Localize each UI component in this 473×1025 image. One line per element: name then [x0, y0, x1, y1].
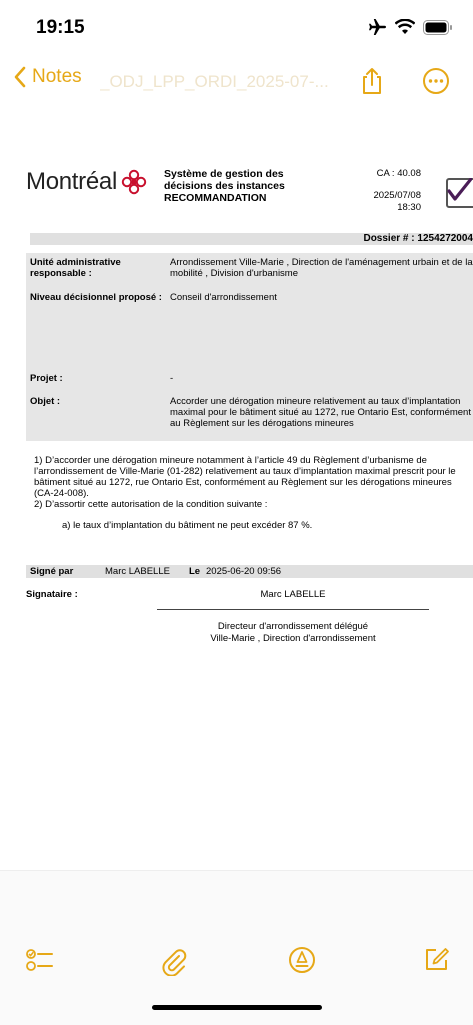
compose-button[interactable]	[422, 946, 450, 979]
recommendation-text	[34, 455, 470, 510]
compose-icon	[422, 946, 450, 974]
signed-by-name: Marc LABELLE	[105, 566, 170, 577]
checklist-button[interactable]	[26, 946, 54, 979]
field-label: Projet :	[30, 373, 63, 384]
montreal-rosette-icon	[121, 169, 147, 195]
pdf-document[interactable]	[0, 106, 473, 870]
back-button[interactable]	[14, 66, 82, 88]
condition-text: a) le taux d’implantation du bâtiment ne peut excéder 87 %.	[62, 520, 313, 531]
paragraph: 1) D’accorder une dérogation mineure notamment à l’article 49 du Règlement d’urbanisme de l’arrondissement de Ville-Marie (01-282) relativement au taux d’implantation maximal prescrit pour le bâtiment situé au 1272, rue Ontario Est, conformément au Règlement sur les dérogations mineures (CA-24-008).	[34, 455, 456, 499]
signature-line	[157, 609, 429, 610]
document-time: 18:30	[397, 202, 421, 213]
paperclip-icon	[159, 946, 187, 976]
system-title-line: Système de gestion des	[164, 168, 284, 180]
signed-bar	[26, 565, 473, 578]
dossier-number: Dossier # : 1254272004	[363, 233, 473, 244]
share-button[interactable]	[358, 66, 386, 101]
signataire-title-line: Directeur d'arrondissement délégué	[217, 621, 369, 632]
bottom-toolbar	[0, 870, 473, 1025]
wifi-icon	[395, 19, 415, 35]
more-icon	[422, 67, 450, 95]
battery-icon	[423, 20, 453, 35]
status-icons	[367, 18, 453, 36]
document-date: 2025/07/08	[373, 190, 421, 201]
signed-date: 2025-06-20 09:56	[206, 566, 282, 577]
montreal-logo	[26, 168, 147, 196]
chevron-left-icon	[14, 66, 26, 88]
signataire-label: Signataire :	[26, 589, 78, 600]
signed-date-label: Le	[189, 566, 201, 577]
field-value: -	[170, 373, 174, 384]
system-title-line: RECOMMANDATION	[164, 192, 267, 204]
field-value: Arrondissement Ville-Marie , Direction de l'aménagement urbain et de la mobilité , Division d'urbanisme	[170, 257, 473, 279]
status-time: 19:15	[36, 17, 85, 38]
navigation-bar	[0, 56, 473, 107]
signed-by-label: Signé par	[30, 566, 74, 577]
approval-checkbox	[446, 178, 473, 208]
ca-number: CA : 40.08	[376, 168, 421, 179]
checkmark-icon	[446, 178, 472, 204]
signataire-title-line: Ville-Marie , Direction d'arrondissement	[210, 633, 376, 644]
back-label: Notes	[32, 66, 82, 87]
attachment-button[interactable]	[159, 946, 187, 981]
checklist-icon	[26, 946, 54, 974]
share-icon	[358, 66, 386, 96]
dossier-bar	[30, 233, 473, 245]
document-meta	[373, 168, 421, 214]
info-table	[26, 253, 473, 441]
signataire-title	[157, 621, 429, 645]
signataire-name: Marc LABELLE	[260, 589, 326, 600]
field-label: Objet :	[30, 396, 61, 407]
field-value: Accorder une dérogation mineure relativement au taux d’implantation maximal pour le bâtiment situé au 1272, rue Ontario Est, conformément au Règlement sur les dérogations mineures	[170, 396, 471, 429]
field-value: Conseil d'arrondissement	[170, 292, 277, 303]
airplane-icon	[367, 18, 387, 36]
system-title-line: décisions des instances	[164, 180, 285, 192]
system-title	[164, 168, 285, 204]
logo-text: Montréal	[26, 168, 117, 195]
note-title: _ODJ_LPP_ORDI_2025-07-...	[100, 72, 329, 91]
paragraph: 2) D’assortir cette autorisation de la condition suivante :	[34, 499, 268, 510]
field-label: Niveau décisionnel proposé :	[30, 292, 162, 303]
status-bar	[0, 0, 473, 56]
markup-pen-icon	[288, 946, 316, 974]
more-button[interactable]	[422, 67, 450, 100]
field-label: Unité administrative responsable :	[30, 257, 121, 279]
home-indicator[interactable]	[152, 1005, 322, 1010]
markup-button[interactable]	[288, 946, 316, 979]
